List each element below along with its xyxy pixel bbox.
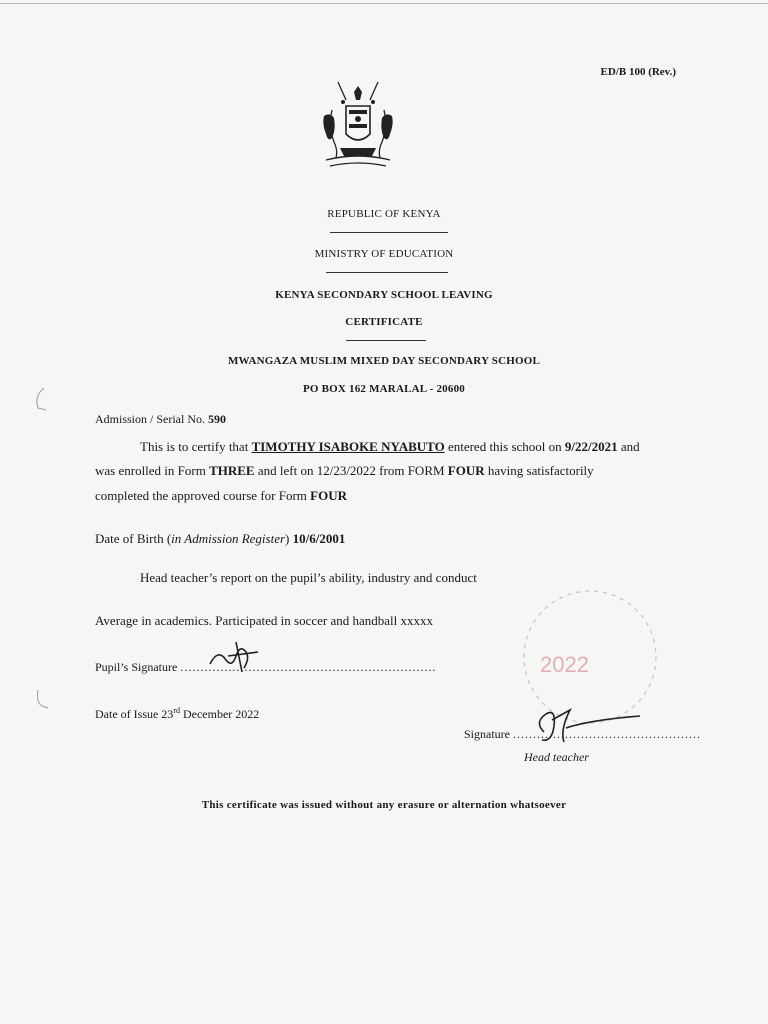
and-text: and bbox=[620, 439, 640, 454]
issue-date-line bbox=[95, 706, 259, 722]
certify-line2 bbox=[95, 463, 594, 479]
certificate-title-line1: KENYA SECONDARY SCHOOL LEAVING bbox=[275, 289, 493, 301]
head-teacher-role: Head teacher bbox=[524, 750, 589, 764]
dob-value: 10/6/2001 bbox=[292, 531, 346, 546]
entered-text: entered this school on bbox=[447, 439, 562, 454]
dob-close: ) bbox=[285, 531, 290, 546]
admission-number: 590 bbox=[208, 412, 226, 426]
pupil-signature-label: Pupil’s Signature bbox=[95, 660, 178, 674]
report-heading: Head teacher’s report on the pupil’s ability, industry and conduct bbox=[140, 570, 477, 585]
ministry-heading: MINISTRY OF EDUCATION bbox=[314, 248, 454, 260]
school-name: MWANGAZA MUSLIM MIXED DAY SECONDARY SCHOOL bbox=[227, 355, 541, 367]
report-text: Average in academics. Participated in soccer and handball xxxxx bbox=[95, 613, 433, 628]
entry-date: 9/22/2021 bbox=[564, 439, 618, 454]
admission-line bbox=[95, 412, 226, 427]
issue-label: Date of Issue 23 bbox=[95, 707, 174, 721]
head-signature-label: Signature bbox=[464, 727, 510, 741]
student-name: TIMOTHY ISABOKE NYABUTO bbox=[251, 439, 445, 454]
scan-margin-mark bbox=[30, 384, 50, 414]
certify-line3 bbox=[95, 488, 347, 504]
dob-register: in Admission Register bbox=[171, 531, 286, 546]
issue-sup: rd bbox=[173, 706, 180, 715]
stamp-date: 2022 bbox=[540, 652, 589, 677]
having-text: having satisfactorily bbox=[487, 463, 594, 478]
head-signature-scribble bbox=[530, 702, 646, 750]
admission-label: Admission / Serial No. bbox=[95, 412, 205, 426]
form-code: ED/B 100 (Rev.) bbox=[600, 66, 676, 78]
pupil-signature-scribble bbox=[206, 634, 266, 676]
form-entered: THREE bbox=[209, 463, 255, 478]
certificate-title-line2: CERTIFICATE bbox=[345, 316, 423, 328]
left-text: and left on 12/23/2022 from FORM bbox=[257, 463, 445, 478]
scan-margin-mark bbox=[32, 686, 52, 712]
enrolled-text: was enrolled in Form bbox=[95, 463, 206, 478]
head-signature-dots: ............................................... bbox=[513, 727, 701, 741]
school-address: PO BOX 162 MARALAL - 20600 bbox=[303, 383, 465, 395]
scan-edge-line bbox=[0, 3, 768, 4]
republic-heading: REPUBLIC OF KENYA bbox=[327, 208, 441, 220]
divider bbox=[346, 340, 426, 341]
issue-rest: December 2022 bbox=[179, 707, 260, 721]
footer-note: This certificate was issued without any erasure or alternation whatsoever bbox=[201, 799, 567, 811]
dob-line bbox=[95, 531, 345, 547]
form-left: FOUR bbox=[447, 463, 485, 478]
completed-text: completed the approved course for Form bbox=[95, 488, 307, 503]
certify-prefix: This is to certify that bbox=[140, 439, 249, 454]
divider bbox=[330, 232, 448, 233]
dob-label: Date of Birth ( bbox=[95, 531, 172, 546]
certify-line1 bbox=[140, 439, 640, 455]
pupil-signature-dots: ................................................................ bbox=[180, 660, 437, 674]
form-completed: FOUR bbox=[310, 488, 347, 503]
divider bbox=[326, 272, 448, 273]
coat-of-arms-emblem bbox=[316, 76, 400, 172]
